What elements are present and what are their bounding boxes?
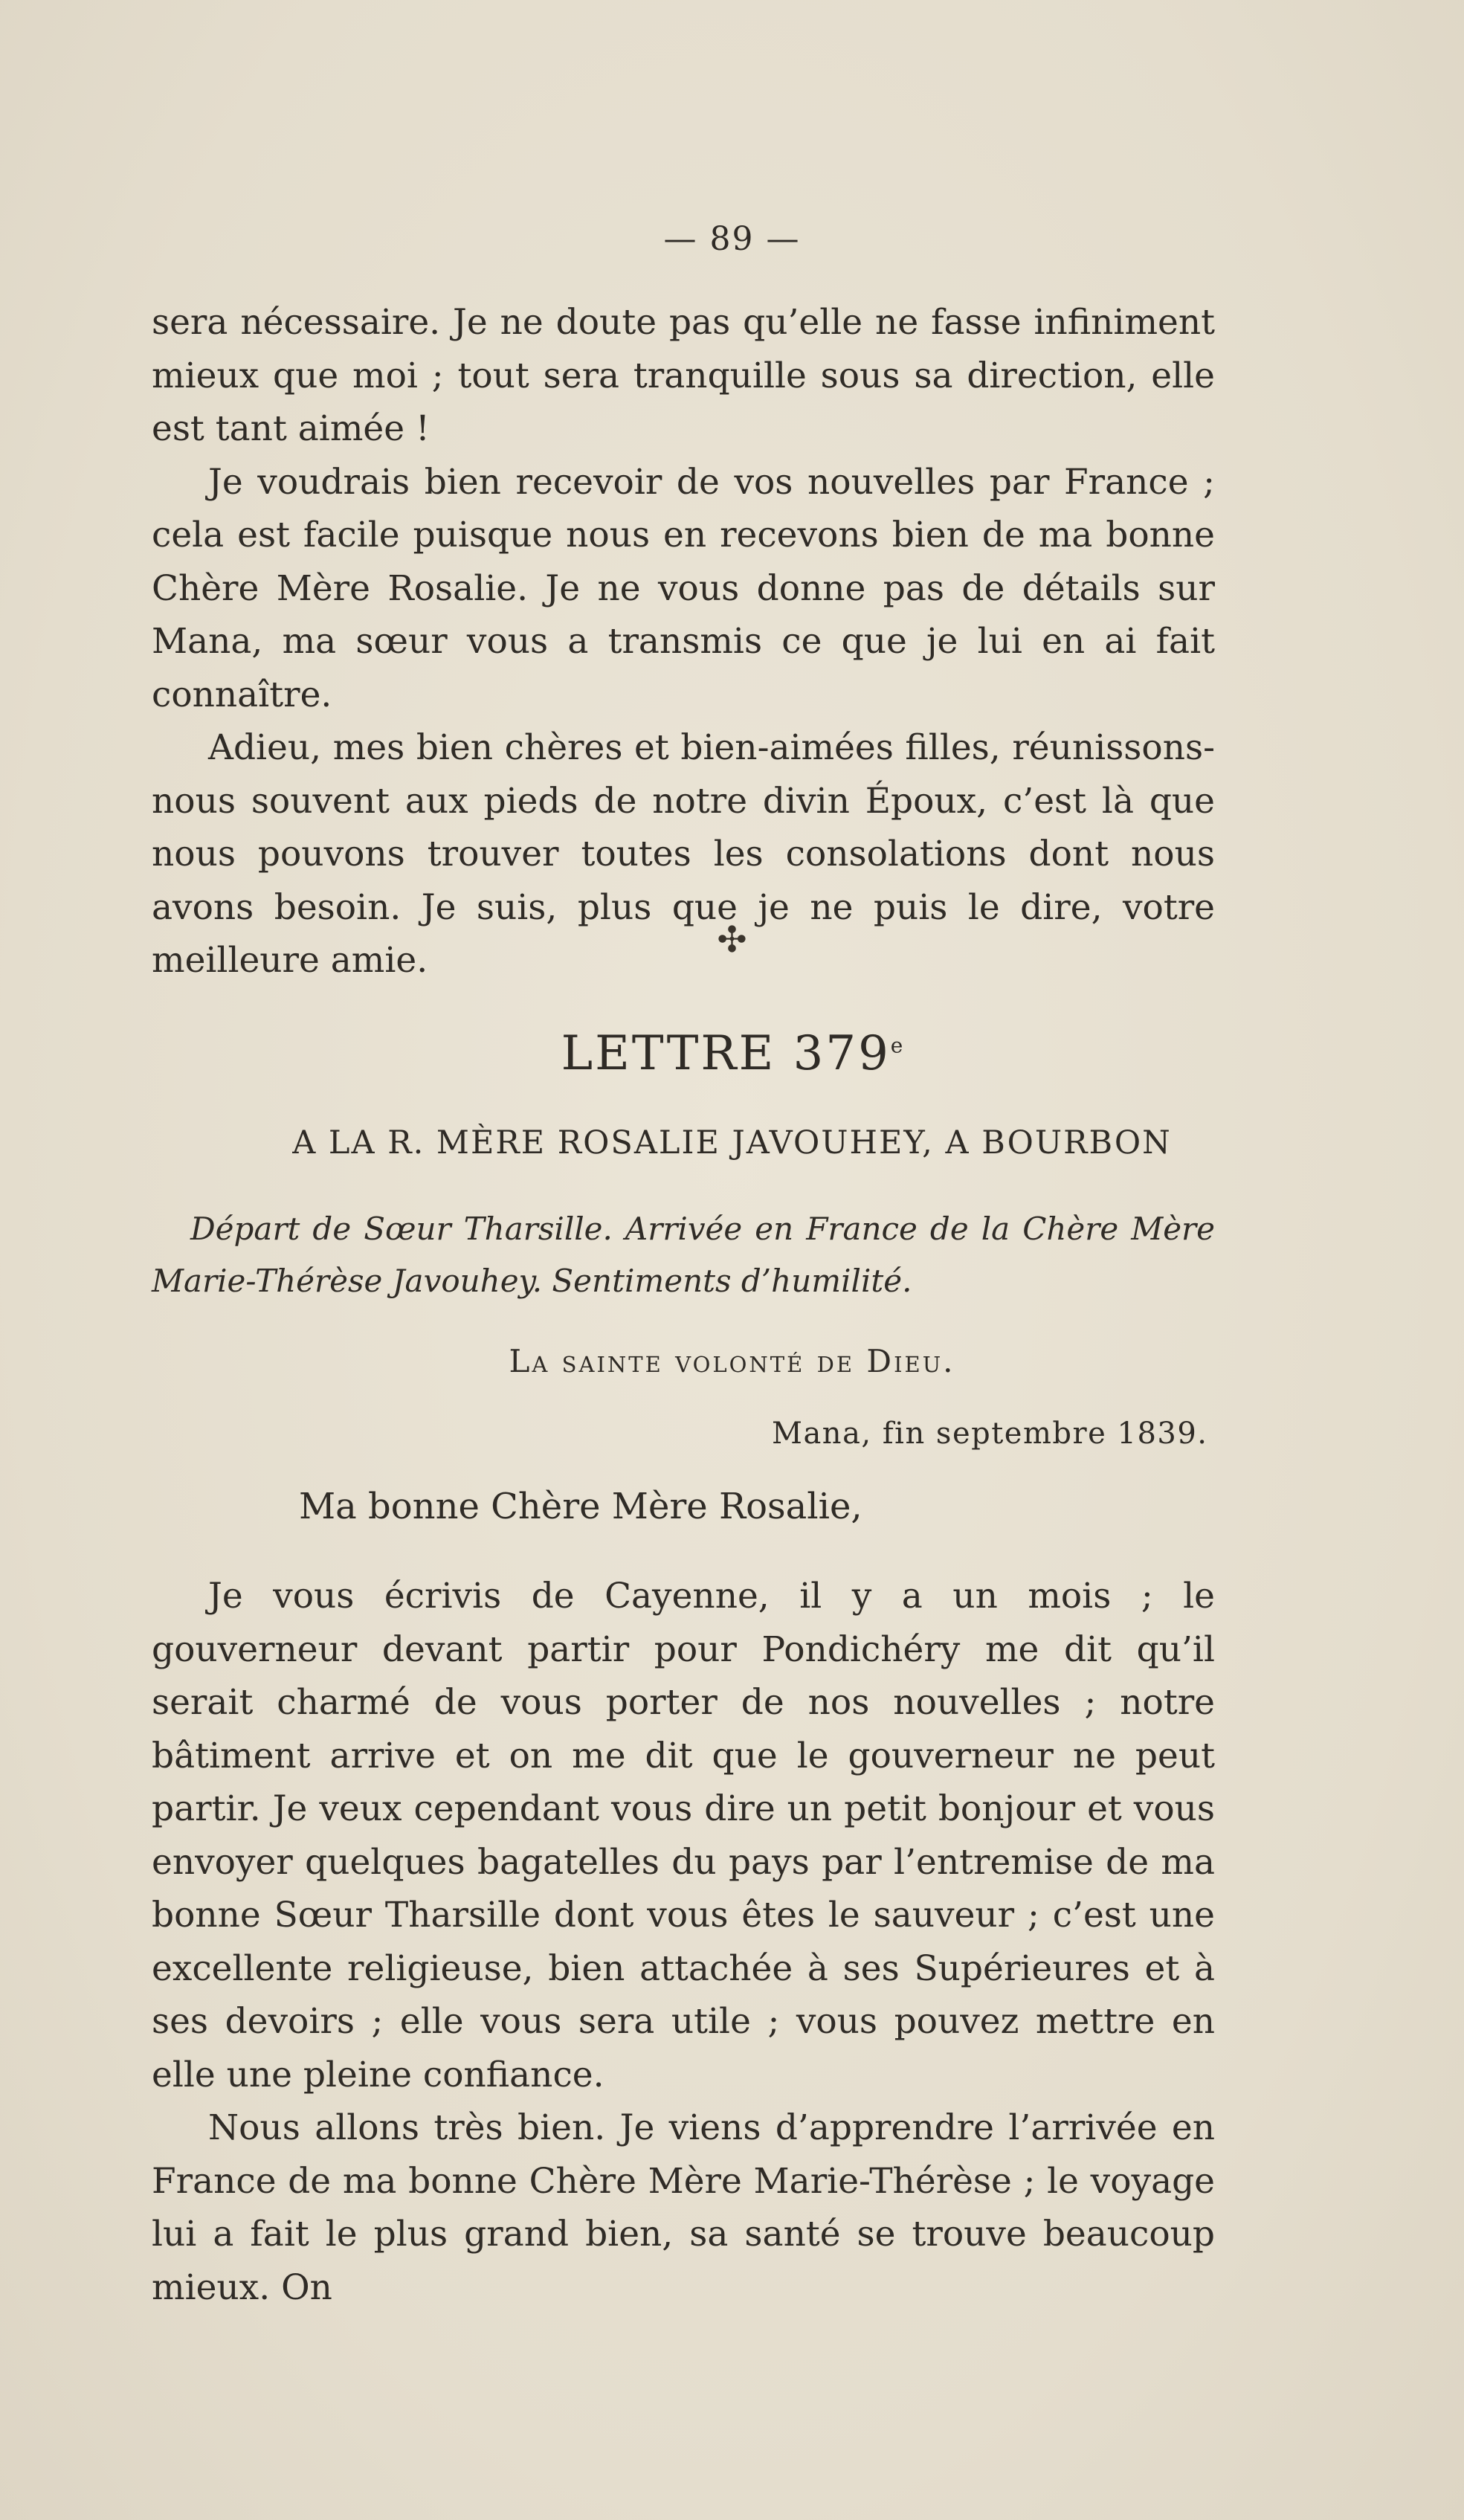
- page-number: — 89 —: [663, 220, 801, 258]
- letter-title-text: LETTRE 379: [561, 1026, 891, 1081]
- paragraph: Adieu, mes bien chères et bien-aimées filles, réunissons-nous souvent aux pieds de notre divin Époux, c’est là que nous pouvons trouver toutes les consolations dont nous avons besoin. Je suis, plus que je ne puis le dire, votre meilleure amie.: [152, 727, 1215, 981]
- paragraph: sera nécessaire. Je ne doute pas qu’elle ne fasse infiniment mieux que moi ; tout sera tranquille sous sa direction, elle est tant aimée !: [152, 302, 1215, 449]
- letter-summary: Départ de Sœur Tharsille. Arrivée en France de la Chère Mère Marie-Thérèse Javouhey. Sentiments d’humilité.: [152, 1211, 1215, 1299]
- letter-title-suffix: e: [890, 1033, 903, 1058]
- paragraph: Je voudrais bien recevoir de vos nouvelles par France ; cela est facile puisque nous en recevons bien de ma bonne Chère Mère Rosalie. Je ne vous donne pas de détails sur Mana, ma sœur vous a transmis ce que je lui en ai fait connaître.: [152, 461, 1215, 715]
- ornament-icon: ✣: [717, 919, 747, 961]
- letter-salutation: Ma bonne Chère Mère Rosalie,: [299, 1486, 862, 1527]
- letter-dateline: Mana, fin septembre 1839.: [772, 1417, 1208, 1451]
- letter-recipient: A LA R. MÈRE ROSALIE JAVOUHEY, A BOURBON: [292, 1124, 1172, 1161]
- letter-body: [152, 1570, 1215, 2314]
- letter-title: [0, 1026, 1464, 1081]
- previous-letter-ending: [152, 296, 1215, 987]
- paragraph: Je vous écrivis de Cayenne, il y a un mois ; le gouverneur devant partir pour Pondichéry me dit qu’il serait charmé de vous porter de nos nouvelles ; notre bâtiment arrive et on me dit que le gouverneur ne peut partir. Je veux cependant vous dire un petit bonjour et vous envoyer quelques bagatelles du pays par l’entremise de ma bonne Sœur Tharsille dont vous êtes le sauveur ; c’est une excellente religieuse, bien attachée à ses Supérieures et à ses devoirs ; elle vous sera utile ; vous pouvez mettre en elle une pleine confiance.: [152, 1576, 1215, 2095]
- paragraph: Nous allons très bien. Je viens d’apprendre l’arrivée en France de ma bonne Chère Mère Marie-Thérèse ; le voyage lui a fait le plus grand bien, sa santé se trouve beaucoup mieux. On: [152, 2107, 1215, 2308]
- letter-motto: La sainte volonté de Dieu.: [509, 1343, 955, 1379]
